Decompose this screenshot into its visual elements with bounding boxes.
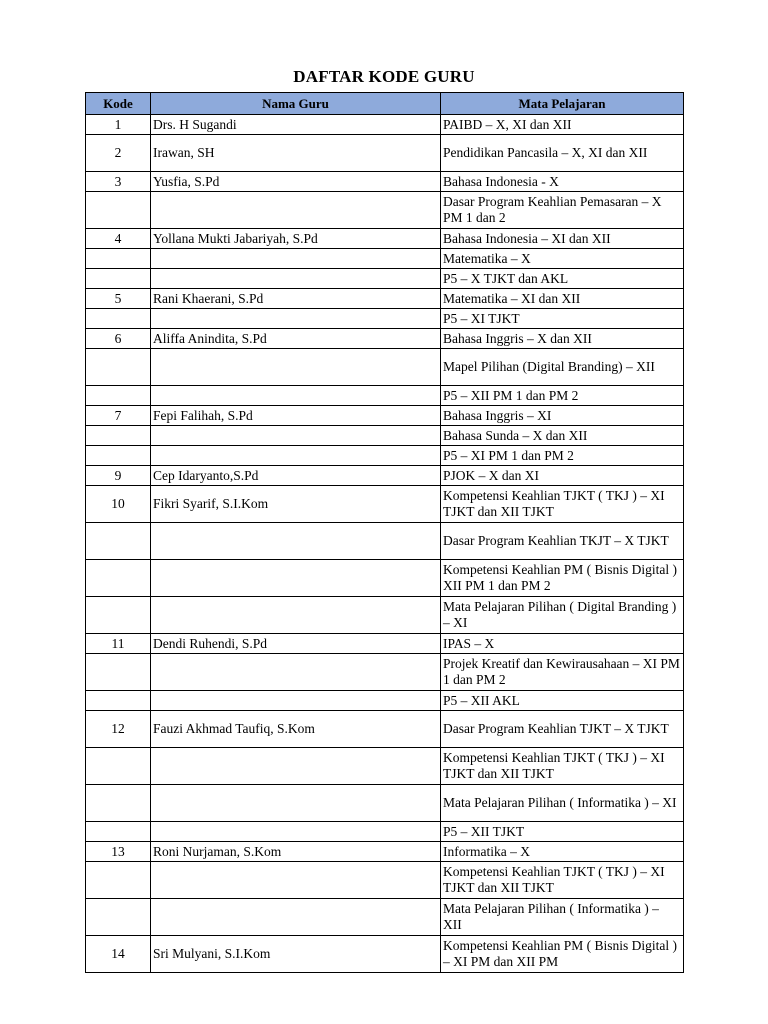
table-row bbox=[86, 426, 684, 446]
nama-guru-cell: Roni Nurjaman, S.Kom bbox=[151, 842, 441, 862]
kode-cell: 13 bbox=[86, 842, 151, 862]
kode-cell: 14 bbox=[86, 936, 151, 973]
kode-cell bbox=[86, 446, 151, 466]
kode-cell: 11 bbox=[86, 634, 151, 654]
kode-cell bbox=[86, 523, 151, 560]
nama-guru-cell bbox=[151, 691, 441, 711]
page-title: DAFTAR KODE GURU bbox=[293, 67, 475, 86]
nama-guru-cell: Irawan, SH bbox=[151, 135, 441, 172]
table-row bbox=[86, 135, 684, 172]
mata-pelajaran-cell: Bahasa Inggris – XI bbox=[441, 406, 684, 426]
nama-guru-cell bbox=[151, 597, 441, 634]
table-row bbox=[86, 862, 684, 899]
mata-pelajaran-cell: Projek Kreatif dan Kewirausahaan – XI PM 1 dan PM 2 bbox=[441, 654, 684, 691]
table-row bbox=[86, 785, 684, 822]
kode-cell bbox=[86, 822, 151, 842]
teacher-code-table bbox=[85, 92, 684, 973]
kode-cell bbox=[86, 691, 151, 711]
table-row bbox=[86, 349, 684, 386]
mata-pelajaran-cell: P5 – XI TJKT bbox=[441, 309, 684, 329]
table-row bbox=[86, 172, 684, 192]
nama-guru-cell bbox=[151, 523, 441, 560]
kode-cell bbox=[86, 560, 151, 597]
table-row bbox=[86, 466, 684, 486]
nama-guru-cell: Yollana Mukti Jabariyah, S.Pd bbox=[151, 229, 441, 249]
table-row bbox=[86, 249, 684, 269]
mata-pelajaran-cell: PAIBD – X, XI dan XII bbox=[441, 115, 684, 135]
header-kode: Kode bbox=[86, 93, 151, 115]
kode-cell bbox=[86, 249, 151, 269]
mata-pelajaran-cell: Mapel Pilihan (Digital Branding) – XII bbox=[441, 349, 684, 386]
mata-pelajaran-cell: IPAS – X bbox=[441, 634, 684, 654]
header-nama-guru: Nama Guru bbox=[151, 93, 441, 115]
kode-cell: 9 bbox=[86, 466, 151, 486]
table-header-row bbox=[86, 93, 684, 115]
table-row bbox=[86, 634, 684, 654]
mata-pelajaran-cell: Pendidikan Pancasila – X, XI dan XII bbox=[441, 135, 684, 172]
nama-guru-cell bbox=[151, 785, 441, 822]
table-row bbox=[86, 523, 684, 560]
table-row bbox=[86, 748, 684, 785]
nama-guru-cell bbox=[151, 862, 441, 899]
mata-pelajaran-cell: Kompetensi Keahlian TJKT ( TKJ ) – XI TJKT dan XII TJKT bbox=[441, 486, 684, 523]
nama-guru-cell: Fepi Falihah, S.Pd bbox=[151, 406, 441, 426]
mata-pelajaran-cell: Dasar Program Keahlian TJKT – X TJKT bbox=[441, 711, 684, 748]
table-row bbox=[86, 269, 684, 289]
kode-cell: 7 bbox=[86, 406, 151, 426]
kode-cell: 5 bbox=[86, 289, 151, 309]
mata-pelajaran-cell: P5 – XII AKL bbox=[441, 691, 684, 711]
mata-pelajaran-cell: Kompetensi Keahlian TJKT ( TKJ ) – XI TJKT dan XII TJKT bbox=[441, 748, 684, 785]
nama-guru-cell bbox=[151, 822, 441, 842]
nama-guru-cell bbox=[151, 899, 441, 936]
nama-guru-cell bbox=[151, 560, 441, 597]
table-row bbox=[86, 309, 684, 329]
table-row bbox=[86, 446, 684, 466]
table-row bbox=[86, 711, 684, 748]
nama-guru-cell bbox=[151, 748, 441, 785]
kode-cell: 1 bbox=[86, 115, 151, 135]
mata-pelajaran-cell: Mata Pelajaran Pilihan ( Digital Branding ) – XI bbox=[441, 597, 684, 634]
nama-guru-cell: Drs. H Sugandi bbox=[151, 115, 441, 135]
nama-guru-cell bbox=[151, 386, 441, 406]
nama-guru-cell: Yusfia, S.Pd bbox=[151, 172, 441, 192]
kode-cell: 3 bbox=[86, 172, 151, 192]
kode-cell bbox=[86, 426, 151, 446]
table-row bbox=[86, 597, 684, 634]
table-row bbox=[86, 289, 684, 309]
nama-guru-cell: Dendi Ruhendi, S.Pd bbox=[151, 634, 441, 654]
kode-cell: 12 bbox=[86, 711, 151, 748]
table-body bbox=[86, 115, 684, 973]
table-row bbox=[86, 936, 684, 973]
kode-cell bbox=[86, 349, 151, 386]
table-row bbox=[86, 560, 684, 597]
table-row bbox=[86, 899, 684, 936]
kode-cell bbox=[86, 269, 151, 289]
nama-guru-cell: Aliffa Anindita, S.Pd bbox=[151, 329, 441, 349]
mata-pelajaran-cell: Bahasa Inggris – X dan XII bbox=[441, 329, 684, 349]
kode-cell bbox=[86, 386, 151, 406]
table-row bbox=[86, 654, 684, 691]
nama-guru-cell bbox=[151, 309, 441, 329]
kode-cell: 2 bbox=[86, 135, 151, 172]
kode-cell: 10 bbox=[86, 486, 151, 523]
table-row bbox=[86, 386, 684, 406]
mata-pelajaran-cell: PJOK – X dan XI bbox=[441, 466, 684, 486]
kode-cell bbox=[86, 862, 151, 899]
mata-pelajaran-cell: P5 – XII TJKT bbox=[441, 822, 684, 842]
kode-cell bbox=[86, 785, 151, 822]
mata-pelajaran-cell: Mata Pelajaran Pilihan ( Informatika ) – XII bbox=[441, 899, 684, 936]
nama-guru-cell: Sri Mulyani, S.I.Kom bbox=[151, 936, 441, 973]
mata-pelajaran-cell: Bahasa Indonesia – XI dan XII bbox=[441, 229, 684, 249]
mata-pelajaran-cell: Bahasa Indonesia - X bbox=[441, 172, 684, 192]
table-row bbox=[86, 842, 684, 862]
mata-pelajaran-cell: P5 – XII PM 1 dan PM 2 bbox=[441, 386, 684, 406]
nama-guru-cell: Cep Idaryanto,S.Pd bbox=[151, 466, 441, 486]
mata-pelajaran-cell: Kompetensi Keahlian PM ( Bisnis Digital ) XII PM 1 dan PM 2 bbox=[441, 560, 684, 597]
kode-cell bbox=[86, 597, 151, 634]
nama-guru-cell bbox=[151, 654, 441, 691]
nama-guru-cell: Fauzi Akhmad Taufiq, S.Kom bbox=[151, 711, 441, 748]
kode-cell: 6 bbox=[86, 329, 151, 349]
mata-pelajaran-cell: Kompetensi Keahlian PM ( Bisnis Digital ) – XI PM dan XII PM bbox=[441, 936, 684, 973]
mata-pelajaran-cell: Kompetensi Keahlian TJKT ( TKJ ) – XI TJKT dan XII TJKT bbox=[441, 862, 684, 899]
mata-pelajaran-cell: Matematika – X bbox=[441, 249, 684, 269]
table-row bbox=[86, 229, 684, 249]
mata-pelajaran-cell: Bahasa Sunda – X dan XII bbox=[441, 426, 684, 446]
nama-guru-cell bbox=[151, 249, 441, 269]
nama-guru-cell: Rani Khaerani, S.Pd bbox=[151, 289, 441, 309]
nama-guru-cell bbox=[151, 269, 441, 289]
table-row bbox=[86, 486, 684, 523]
mata-pelajaran-cell: Informatika – X bbox=[441, 842, 684, 862]
mata-pelajaran-cell: Dasar Program Keahlian Pemasaran – X PM 1 dan 2 bbox=[441, 192, 684, 229]
nama-guru-cell: Fikri Syarif, S.I.Kom bbox=[151, 486, 441, 523]
table-row bbox=[86, 406, 684, 426]
table-row bbox=[86, 329, 684, 349]
kode-cell bbox=[86, 309, 151, 329]
table-row bbox=[86, 192, 684, 229]
mata-pelajaran-cell: Mata Pelajaran Pilihan ( Informatika ) – XI bbox=[441, 785, 684, 822]
nama-guru-cell bbox=[151, 446, 441, 466]
table-row bbox=[86, 691, 684, 711]
nama-guru-cell bbox=[151, 349, 441, 386]
kode-cell bbox=[86, 654, 151, 691]
kode-cell bbox=[86, 748, 151, 785]
kode-cell bbox=[86, 899, 151, 936]
kode-cell bbox=[86, 192, 151, 229]
header-mata-pelajaran: Mata Pelajaran bbox=[441, 93, 684, 115]
mata-pelajaran-cell: Matematika – XI dan XII bbox=[441, 289, 684, 309]
mata-pelajaran-cell: Dasar Program Keahlian TKJT – X TJKT bbox=[441, 523, 684, 560]
mata-pelajaran-cell: P5 – XI PM 1 dan PM 2 bbox=[441, 446, 684, 466]
kode-cell: 4 bbox=[86, 229, 151, 249]
table-row bbox=[86, 115, 684, 135]
table-row bbox=[86, 822, 684, 842]
mata-pelajaran-cell: P5 – X TJKT dan AKL bbox=[441, 269, 684, 289]
nama-guru-cell bbox=[151, 192, 441, 229]
nama-guru-cell bbox=[151, 426, 441, 446]
